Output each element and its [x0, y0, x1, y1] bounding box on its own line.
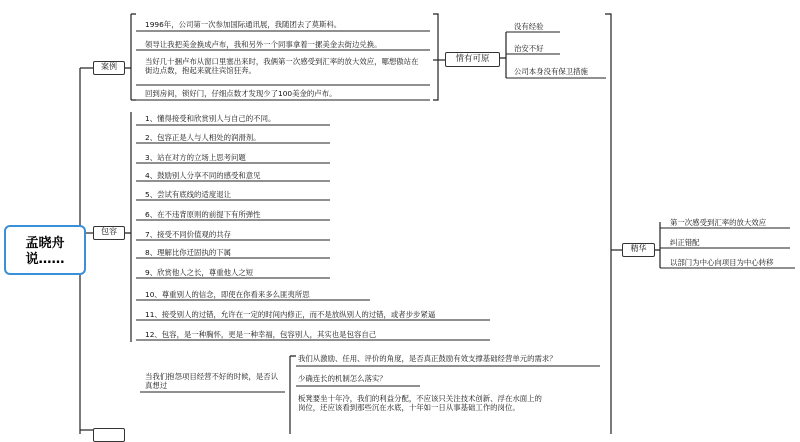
jinghua-sub: [655, 222, 660, 268]
tolerance-item: 5、尝试有底线的适度退让: [145, 190, 232, 199]
reason-item: 公司本身没有保卫措施: [514, 67, 588, 76]
jinghua-item: 纠正错配: [670, 238, 700, 247]
tolerance-item: 4、鼓励别人分享不同的感受和意见: [145, 171, 261, 180]
root-topic[interactable]: [4, 225, 86, 275]
tolerance-item: 11、接受别人的过错，允许在一定的时间内修正，而不是放纵别人的过错，或者步步紧逼: [145, 310, 436, 319]
tolerance-item: 12、包容，是一种胸怀，更是一种幸福，包容别人，其实也是包容自己: [145, 330, 377, 339]
branch-tolerance[interactable]: 包容: [93, 226, 125, 240]
branch-qingyou[interactable]: 情有可原: [445, 52, 500, 67]
branch-bottom[interactable]: [93, 428, 125, 442]
bottom-q3: 板凳要坐十年冷，我们的利益分配，不应该只关注技术创新、浮在水面上的岗位，还应该看到那些沉在水底，十年如一日从事基础工作的岗位。: [298, 394, 542, 412]
reason-item: 治安不好: [514, 44, 544, 53]
case-item: 当好几十捆卢布从窗口里塞出来时，我俩第一次感受到汇率的放大效应，哪想傲站在街边点数，抱起来就往宾馆狂奔。: [145, 57, 419, 75]
reasons-bracket: [433, 14, 438, 100]
bottom-bracket: [290, 356, 296, 434]
tolerance-item: 2、包容正是人与人相处的润滑剂。: [145, 133, 261, 142]
tolerance-item: 8、理解比你迁固执的下属: [145, 248, 232, 257]
jinghua-bracket: [605, 14, 611, 434]
tolerance-bracket: [125, 112, 131, 342]
bottom-question: 当我们抱怨项目经营不好的时候，是否认真想过: [145, 372, 279, 390]
tolerance-item: 9、欣赏他人之长，尊重他人之短: [145, 268, 254, 277]
case-item: 1996年，公司第一次参加国际通讯展，我随团去了莫斯科。: [145, 20, 342, 29]
tolerance-item: 3、站在对方的立场上思考问题: [145, 153, 246, 162]
case-item: 回到房间，锁好门，仔细点数才发现少了100美金的卢布。: [145, 89, 337, 98]
branch-jinghua[interactable]: 精华: [622, 243, 655, 257]
jinghua-item: 以部门为中心向项目为中心转移: [670, 258, 774, 267]
tolerance-item: 10、尊重别人的信念，即使在你看来多么匪夷所思: [145, 290, 310, 299]
bottom-q1: 我们从激励、任用、评价的角度，是否真正鼓励有效支撑基础经营单元的需求？: [298, 354, 557, 363]
root-line1: 孟晓舟: [25, 236, 65, 251]
tolerance-item: 1、懂得接受和欣赏别人与自己的不同。: [145, 114, 276, 123]
case-item: 领导让我把美金换成卢布，我和另外一个同事拿着一摞美金去街边兑换。: [145, 40, 382, 49]
root-line2: 说……: [25, 252, 65, 267]
tolerance-item: 7、接受不同价值观的共存: [145, 230, 232, 239]
branch-case[interactable]: 案例: [93, 61, 125, 75]
case-bracket: [125, 14, 136, 100]
bottom-q2: 少确连长的机制怎么落实？: [298, 374, 387, 383]
reasons-link: [500, 32, 506, 78]
reason-item: 没有经验: [514, 22, 544, 31]
tolerance-item: 6、在不违背原则的前提下有所弹性: [145, 210, 261, 219]
jinghua-item: 第一次感受到汇率的放大效应: [670, 218, 767, 227]
